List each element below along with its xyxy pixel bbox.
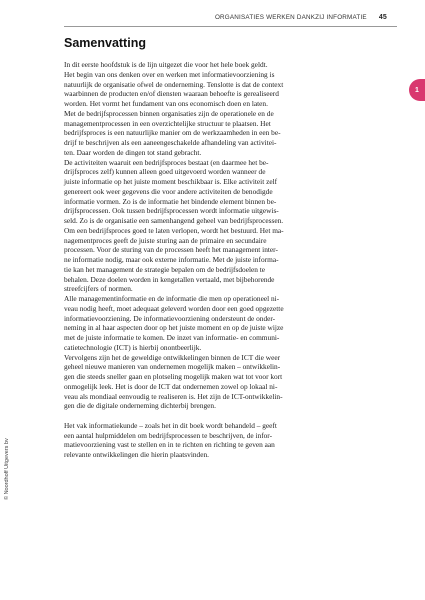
text-line: neming in al haar aspecten door op het juiste moment en op de juiste wijze [64,323,284,333]
section-title: Samenvatting [64,36,146,50]
text-line: onmogelijk leek. Het is door de ICT dat ondernemen zowel op lokaal ni- [64,381,278,391]
text-line: streefcijfers of normen. [64,284,133,294]
text-line: juiste informatie op het juiste moment beschikbaar is. Elke activiteit zelf [64,177,278,186]
text-line: nagementproces geeft de juiste sturing aan de primaire en secundaire [64,235,267,245]
text-line: ten. Daar worden de dingen tot stand gebracht. [64,147,202,157]
text-line: drijfsprocessen. Ook tussen bedrijfsprocessen wordt informatie uitgewis- [64,206,279,216]
text-line: Het vak informatiekunde – zoals het in dit boek wordt behandeld – geeft [64,420,277,430]
text-line: managementprocessen in een overzichtelijke structuur te plaatsen. Het [64,118,271,128]
paragraph [64,60,374,411]
header-rule [64,26,397,27]
text-line: geheel nieuwe manieren van ondernemen mogelijk maken – ontwikkelin- [64,362,281,372]
text-line: In dit eerste hoofdstuk is de lijn uitgezet die voor het hele boek geldt. [64,60,268,69]
text-line: gen die de digitale onderneming dichterbij brengen. [64,401,216,411]
text-line: gen die steeds sneller gaan en plotseling mogelijk maken wat tot voor kort [64,372,283,381]
text-line: veau nodig heeft, moet adequaat geleverd worden door een goed opgezette [64,303,284,313]
text-line: seld. Zo is de organisatie een samenhangend geheel van bedrijfsprocessen. [64,216,284,225]
text-line: veau als mondiaal eenvoudig te realiseren is. Het zijn de ICT-ontwikkelin- [64,391,283,401]
chapter-number: 1 [415,86,419,94]
text-line: Met de bedrijfsprocessen binnen organisaties zijn de operationele en de [64,108,274,118]
running-header [214,14,387,21]
text-line: informatie vormen. Zo is de informatie het bindende element binnen be- [64,196,277,206]
text-line: genereert ook weer gegevens die voor andere activiteiten de benodigde [64,186,273,196]
text-line: Alle managementinformatie en de informatie die men op operationeel ni- [64,294,280,303]
text-line: matievoorziening vast te stellen en in te richten en richting te geven aan [64,440,275,450]
text-line: bedrijfsproces is een natuurlijke manier om de werkzaamheden in een be- [64,128,281,138]
text-line: Om een bedrijfsproces goed te laten verlopen, wordt het bestuurd. Het ma- [64,225,284,235]
text-line: processen. Voor de sturing van de processen heeft het management inter- [64,245,278,255]
text-line: drijfsproces zelf) kunnen alleen goed uitgevoerd worden wanneer de [64,167,266,177]
paragraph [64,421,374,460]
text-line: natuurlijk de organisatie ofwel de onderneming. Tenslotte is dat de context [64,79,284,89]
body-text [64,60,374,460]
copyright-notice: © Noordhoff Uitgevers bv [4,438,10,500]
paragraph-gap [64,411,374,421]
text-line: Vervolgens zijn het de geweldige ontwikkelingen binnen de ICT die weer [64,352,281,362]
text-line: drijf te beschrijven als een aaneengeschakelde afhandeling van activitei- [64,138,277,147]
text-line: worden. Het vormt het fundament van ons economisch doen en laten. [64,99,268,108]
running-title: ORGANISATIES WERKEN DANKZIJ INFORMATIE [214,14,367,21]
page-number: 45 [378,14,387,21]
text-line: waarbinnen de producten en/of diensten waaraan behoefte is gerealiseerd [64,89,279,99]
text-line: een aantal hulpmiddelen om bedrijfsprocessen te beschrijven, de infor- [64,430,273,440]
chapter-tab [409,79,425,101]
text-line: behalen. Deze doelen worden in kengetallen vertaald, met bijbehorende [64,274,275,284]
text-line: Het begin van ons denken over en werken met informatievoorziening is [64,69,275,79]
text-line: tie kan het management de strategie bepalen om de bedrijfsdoelen te [64,264,266,274]
text-line: relevante ontwikkelingen die hierin plaatsvinden. [64,450,209,459]
text-line: informatievoorziening. De informatievoorziening ondersteunt de onder- [64,313,276,323]
text-line: De activiteiten waaruit een bedrijfsproces bestaat (en daarmee het be- [64,157,269,167]
text-line: met de juiste informatie te komen. De inzet van informatie- en communi- [64,333,280,342]
text-line: ne informatie nodig, maar ook externe informatie. Met de juiste informa- [64,255,279,264]
text-line: catietechnologie (ICT) is hierbij onontbeerlijk. [64,342,202,352]
